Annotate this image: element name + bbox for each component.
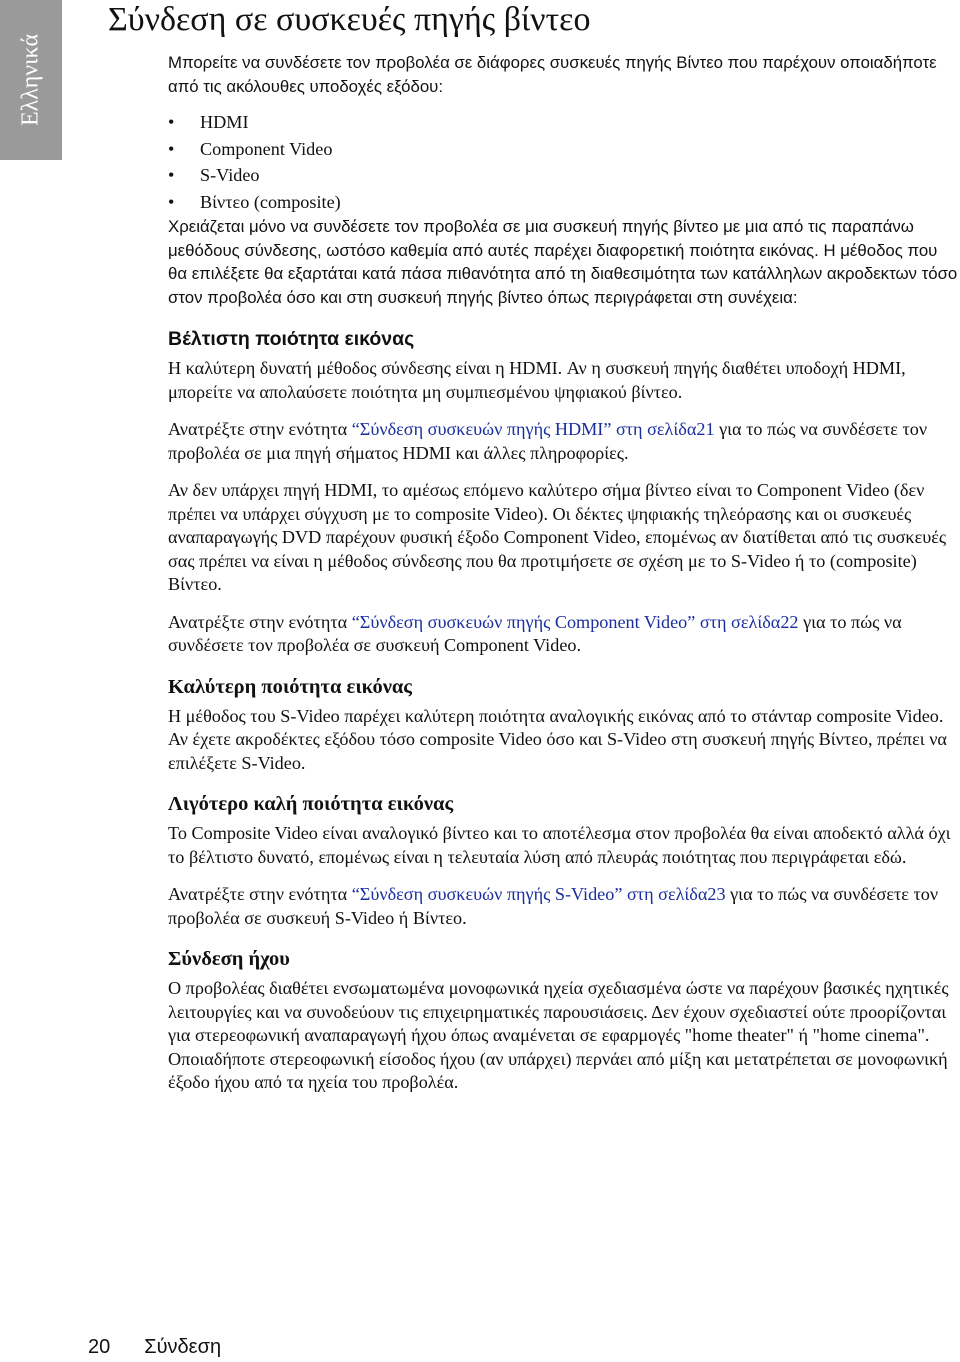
- connection-paragraph: Χρειάζεται μόνο να συνδέσετε τον προβολέα σε μια συσκευή πηγής βίντεο με μια από τις παραπάνω μεθόδους σύνδεσης, ωστόσο καθεμία από αυτές παρέχει διαφορετική ποιότητα εικόνας. Η μέθοδος που θα επιλέξετε θα εξαρτάται κατά πάσα πιθανότητα από τη διαθεσιμότητα των κατάλληλων ακροδεκτων τόσο στον προβολέα όσο και στη συσκευή πηγής βίντεο όπως περιγράφεται στη συνέχεια:: [168, 217, 958, 307]
- footer-section-name: Σύνδεση: [144, 1336, 222, 1358]
- intro-paragraph: Μπορείτε να συνδέσετε τον προβολέα σε διάφορες συσκευές πηγής Βίντεο που παρέχουν οποιαδήποτε από τις ακόλουθες υποδοχές εξόδου:: [168, 53, 937, 96]
- list-item: • HDMI: [168, 109, 958, 136]
- component-reference: Ανατρέξτε στην ενότητα “Σύνδεση συσκευών πηγής Component Video” στη σελίδα22 για το πώς να συνδέσετε τον προβολέα σε συσκευή Component Video.: [168, 611, 902, 655]
- composite-paragraph: Το Composite Video είναι αναλογικό βίντεο και το αποτέλεσμα στον προβολέα θα είναι αποδεκτό αλλά όχι το βέλτιστο δυνατό, επομένως είναι η τελευταία λύση από πλευράς ποιότητας που περιγράφεται εδώ.: [168, 823, 951, 867]
- page-content: [168, 51, 958, 1095]
- svideo-reference-link[interactable]: “Σύνδεση συσκευών πηγής S-Video” στη σελίδα23: [351, 884, 726, 904]
- svideo-paragraph: Η μέθοδος του S-Video παρέχει καλύτερη ποιότητα αναλογικής εικόνας από το στάνταρ composite Video. Αν έχετε ακροδέκτες εξόδου τόσο composite Video όσο και S-Video στη συσκευή πηγής Βίντεο, πρέπει να επιλέξετε S-Video.: [168, 705, 947, 773]
- bullet-icon: •: [168, 191, 175, 212]
- list-item: • Βίντεο (composite): [168, 189, 958, 216]
- list-item: • Component Video: [168, 136, 958, 163]
- output-jack-list: [168, 109, 958, 215]
- hdmi-reference: Ανατρέξτε στην ενότητα “Σύνδεση συσκευών πηγής HDMI” στη σελίδα21 για το πώς να συνδέσετε τον προβολέα σε μια πηγή σήματος HDMI και άλλες πληροφορίες.: [168, 419, 928, 463]
- page-footer: [88, 1336, 221, 1359]
- audio-paragraph: Ο προβολέας διαθέτει ενσωματωμένα μονοφωνικά ηχεία σχεδιασμένα ώστε να παρέχουν βασικές ηχητικές λειτουργίες και να συνοδεύουν τις επιχειρηματικές παρουσιάσεις. Δεν έχουν σχεδιαστεί ούτε προορίζονται για στερεοφωνική αναπαραγωγή ήχου όπως αναμένεται σε εφαρμογές "home theater" ή "home cinema". Οποιαδήποτε στερεοφωνική είσοδος ήχου (αν υπάρχει) περνάει από μίξη και μετατρέπεται σε μονοφωνική έξοδο ήχου από τα ηχεία του προβολέα.: [168, 978, 949, 1092]
- hdmi-reference-link[interactable]: “Σύνδεση συσκευών πηγής HDMI” στη σελίδα21: [351, 419, 715, 439]
- language-tab-label: Ελληνικά: [17, 33, 44, 127]
- heading-audio: Σύνδεση ήχου: [168, 948, 290, 970]
- heading-less-quality: Λιγότερο καλή ποιότητα εικόνας: [168, 793, 454, 815]
- bullet-icon: •: [168, 112, 175, 132]
- hdmi-paragraph: Η καλύτερη δυνατή μέθοδος σύνδεσης είναι η HDMI. Αν η συσκευή πηγής διαθέτει υποδοχή HDMI, μπορείτε να απολαύσετε ποιότητα μη συμπιεσμένου ψηφιακού βίντεο.: [168, 358, 906, 402]
- page-number: 20: [88, 1336, 111, 1358]
- heading-best-quality: Βέλτιστη ποιότητα εικόνας: [168, 328, 415, 350]
- bullet-icon: •: [168, 165, 175, 185]
- bullet-icon: •: [168, 138, 175, 159]
- svideo-reference: Ανατρέξτε στην ενότητα “Σύνδεση συσκευών πηγής S-Video” στη σελίδα23 για το πώς να συνδέσετε τον προβολέα σε συσκευή S-Video ή Βίντεο.: [168, 884, 939, 928]
- page-title: Σύνδεση σε συσκευές πηγής βίντεο: [108, 1, 591, 38]
- heading-better-quality: Καλύτερη ποιότητα εικόνας: [168, 675, 412, 698]
- list-item: • S-Video: [168, 162, 958, 189]
- language-side-tab: [0, 0, 62, 160]
- component-paragraph: Αν δεν υπάρχει πηγή HDMI, το αμέσως επόμενο καλύτερο σήμα βίντεο είναι το Component Video (δεν πρέπει να υπάρχει σύγχυση με το composite Video). Οι δέκτες ψηφιακής τηλεόρασης και οι συσκευές αναπαραγωγής DVD παρέχουν φυσική έξοδο Component Video, επομένως αν διατίθεται από τις συσκευές σας πρέπει να είναι η μέθοδος σύνδεσης που θα προτιμήσετε σε σχέση με το S-Video ή το (composite) Βίντεο.: [168, 480, 947, 594]
- component-reference-link[interactable]: “Σύνδεση συσκευών πηγής Component Video” στη σελίδα22: [351, 611, 799, 632]
